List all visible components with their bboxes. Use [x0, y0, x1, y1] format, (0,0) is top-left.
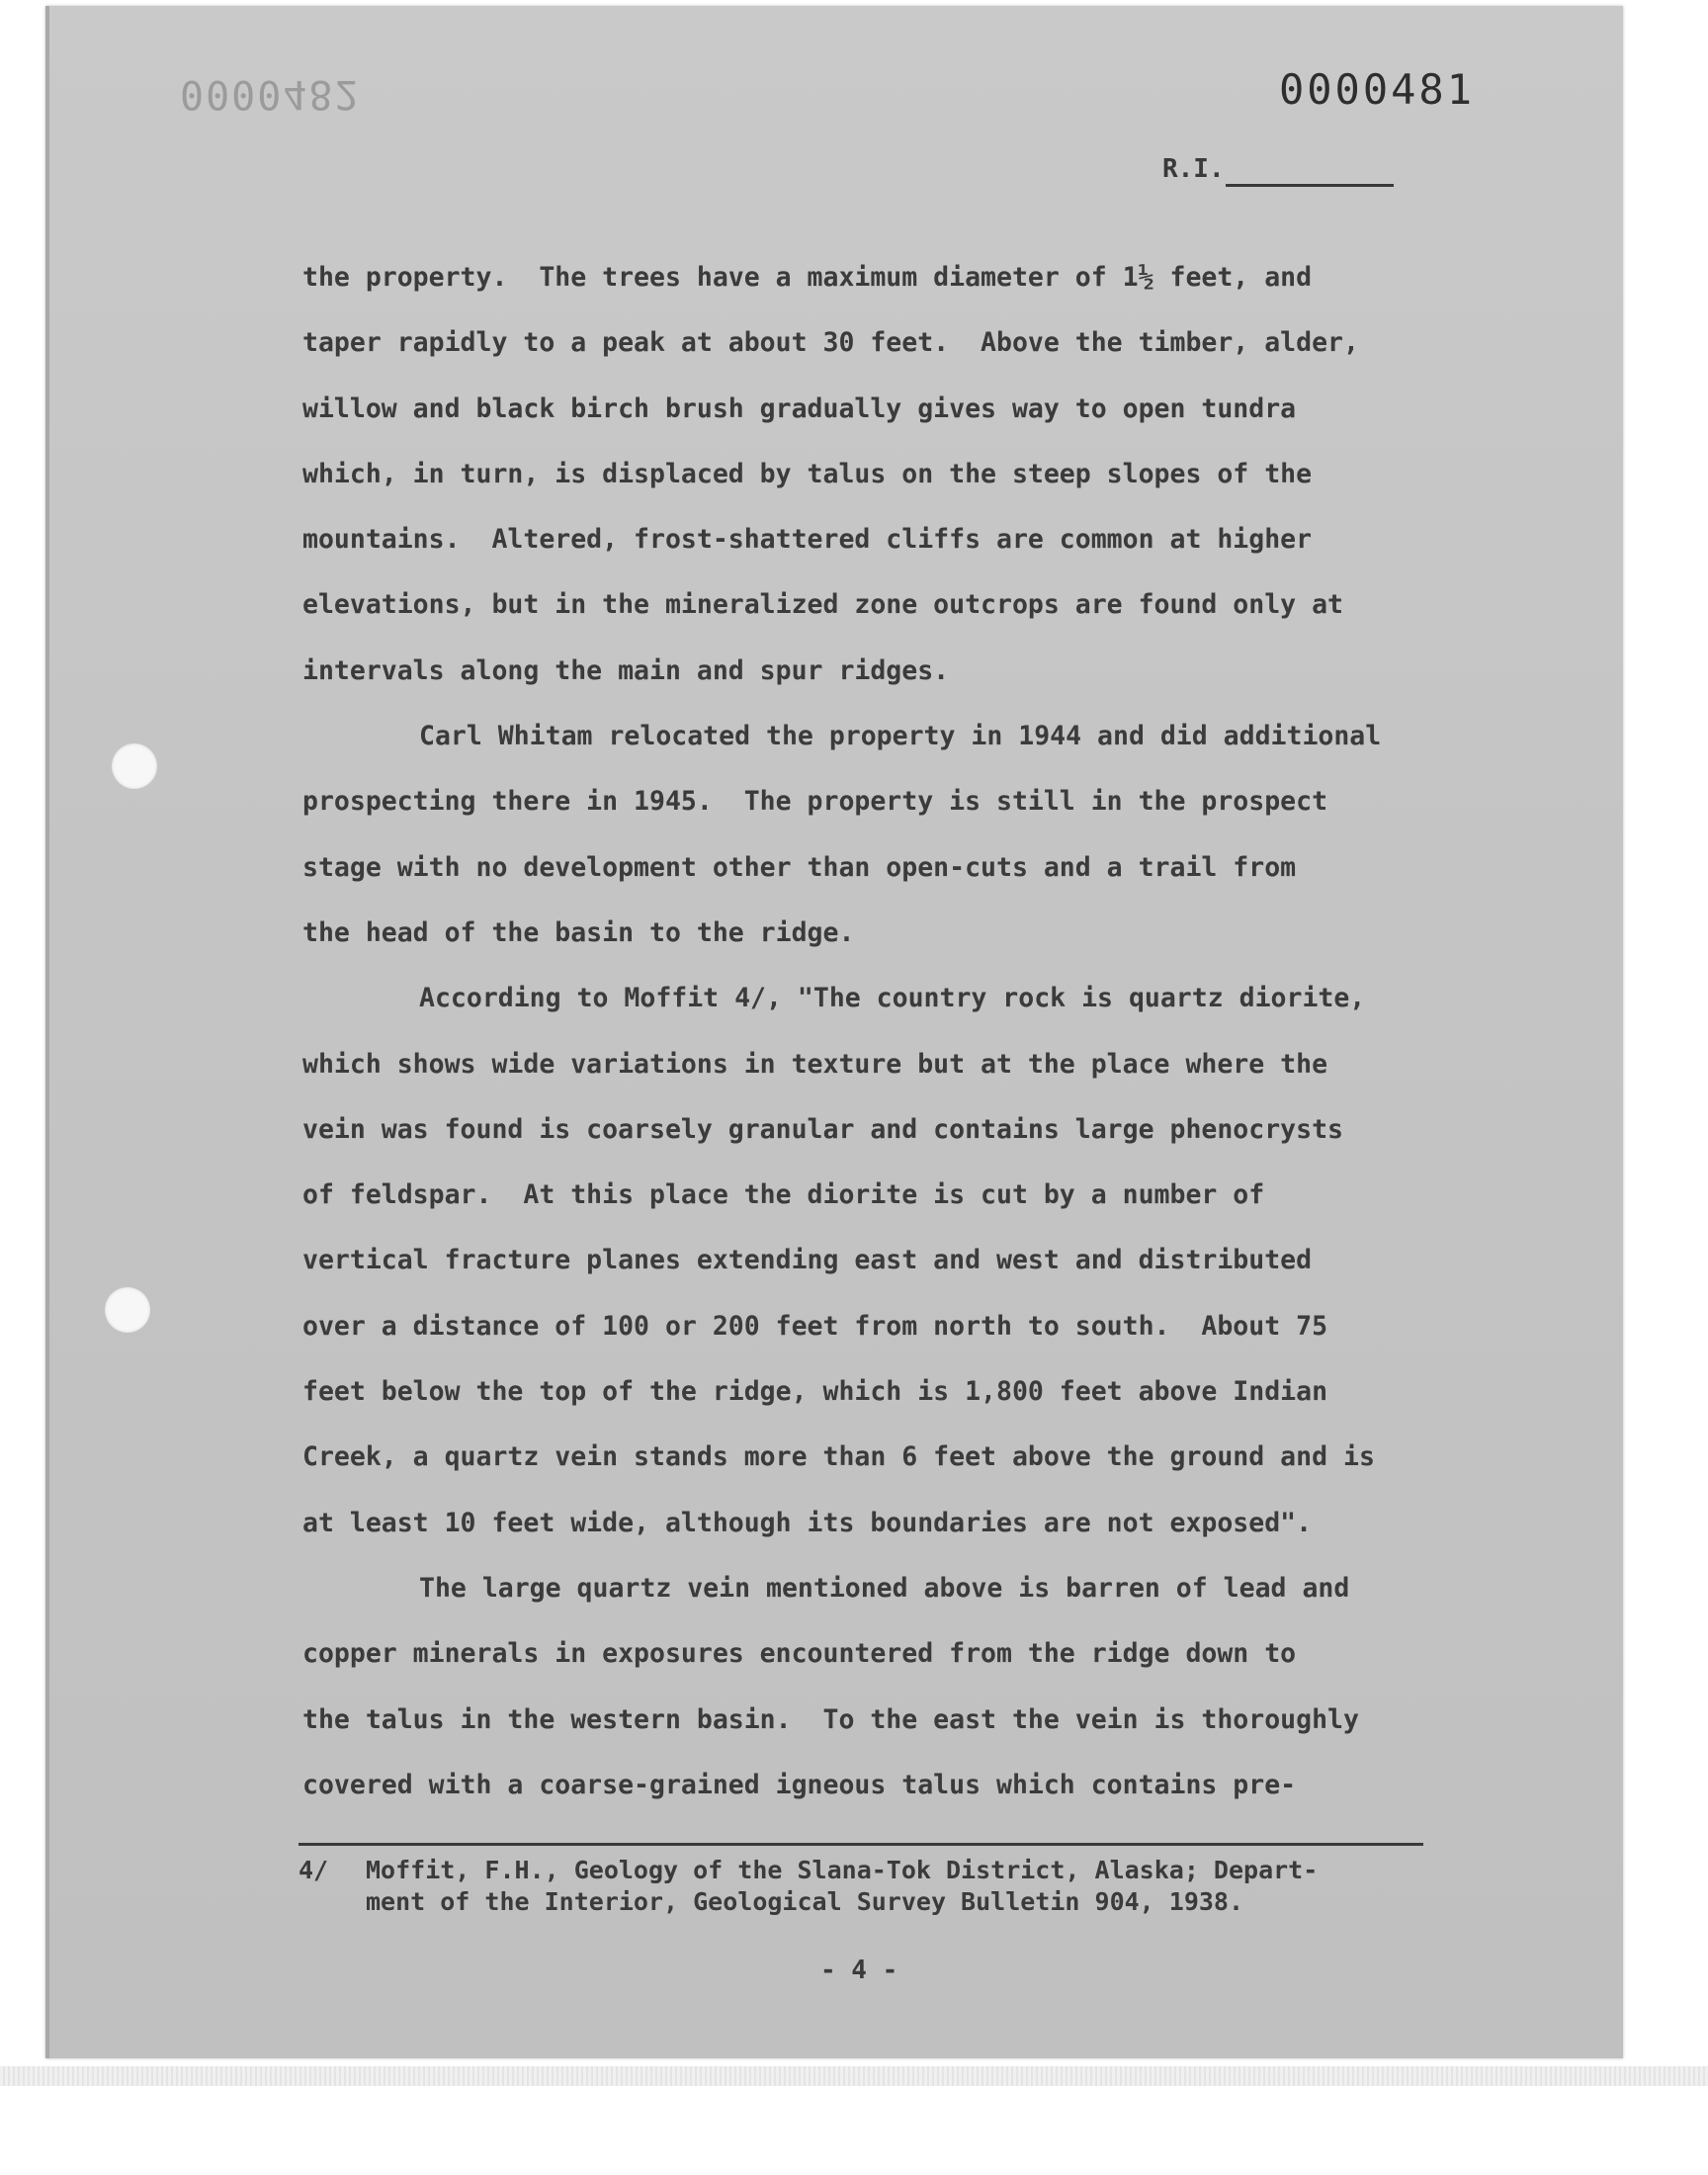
text-line: the property. The trees have a maximum diameter of 1½ feet, and	[302, 262, 1313, 293]
scanner-strip	[0, 2066, 1708, 2086]
text-line: vertical fracture planes extending east and west and distributed	[302, 1245, 1313, 1276]
punch-hole-bottom	[105, 1287, 150, 1333]
text-line: stage with no development other than open-cuts and a trail from	[302, 851, 1297, 883]
document-stamp-number: 0000481	[1278, 65, 1475, 114]
footnote-text	[366, 1855, 1433, 1918]
faded-stamp-number: 0000482	[180, 71, 361, 117]
text-line: mountains. Altered, frost-shattered cliffs are common at higher	[302, 524, 1313, 556]
text-line: taper rapidly to a peak at about 30 feet. Above the timber, alder,	[302, 327, 1359, 359]
text-line: at least 10 feet wide, although its boundaries are not exposed".	[302, 1507, 1313, 1538]
paragraph-start-line: According to Moffit 4/, "The country rock is quartz diorite,	[419, 983, 1366, 1014]
paragraph-start-line: Carl Whitam relocated the property in 1944 and did additional	[419, 721, 1382, 752]
footnote-marker: 4/	[299, 1856, 329, 1884]
text-line: of feldspar. At this place the diorite is cut by a number of	[302, 1179, 1265, 1211]
text-line: Creek, a quartz vein stands more than 6 feet above the ground and is	[302, 1441, 1375, 1473]
text-line: which shows wide variations in texture but at the place where the	[302, 1048, 1328, 1080]
ri-label: R.I.	[1162, 154, 1225, 184]
text-line: which, in turn, is displaced by talus on the steep slopes of the	[302, 458, 1313, 489]
text-line: elevations, but in the mineralized zone outcrops are found only at	[302, 589, 1343, 621]
footnote-divider	[299, 1843, 1423, 1846]
text-line: feet below the top of the ridge, which is 1,800 feet above Indian	[302, 1376, 1328, 1408]
text-line: over a distance of 100 or 200 feet from north to south. About 75	[302, 1310, 1328, 1342]
text-line: intervals along the main and spur ridges.	[302, 654, 950, 686]
page-number: - 4 -	[820, 1956, 898, 1985]
text-line: copper minerals in exposures encountered from the ridge down to	[302, 1638, 1297, 1670]
text-line: prospecting there in 1945. The property is still in the prospect	[302, 786, 1328, 818]
footnote-line: Moffit, F.H., Geology of the Slana-Tok District, Alaska; Depart-	[366, 1856, 1319, 1884]
text-line: the head of the basin to the ridge.	[302, 916, 855, 948]
punch-hole-top	[112, 743, 157, 789]
text-line: willow and black birch brush gradually gives way to open tundra	[302, 392, 1297, 424]
page-edge	[45, 6, 49, 2058]
text-line: covered with a coarse-grained igneous talus which contains pre-	[302, 1769, 1297, 1800]
text-line: vein was found is coarsely granular and contains large phenocrysts	[302, 1113, 1343, 1145]
paragraph-start-line: The large quartz vein mentioned above is barren of lead and	[419, 1572, 1350, 1604]
body-text	[302, 245, 1439, 1818]
footnote-line: ment of the Interior, Geological Survey Bulletin 904, 1938.	[366, 1887, 1244, 1916]
ri-blank-line	[1226, 184, 1394, 187]
text-line: the talus in the western basin. To the east the vein is thoroughly	[302, 1703, 1359, 1735]
